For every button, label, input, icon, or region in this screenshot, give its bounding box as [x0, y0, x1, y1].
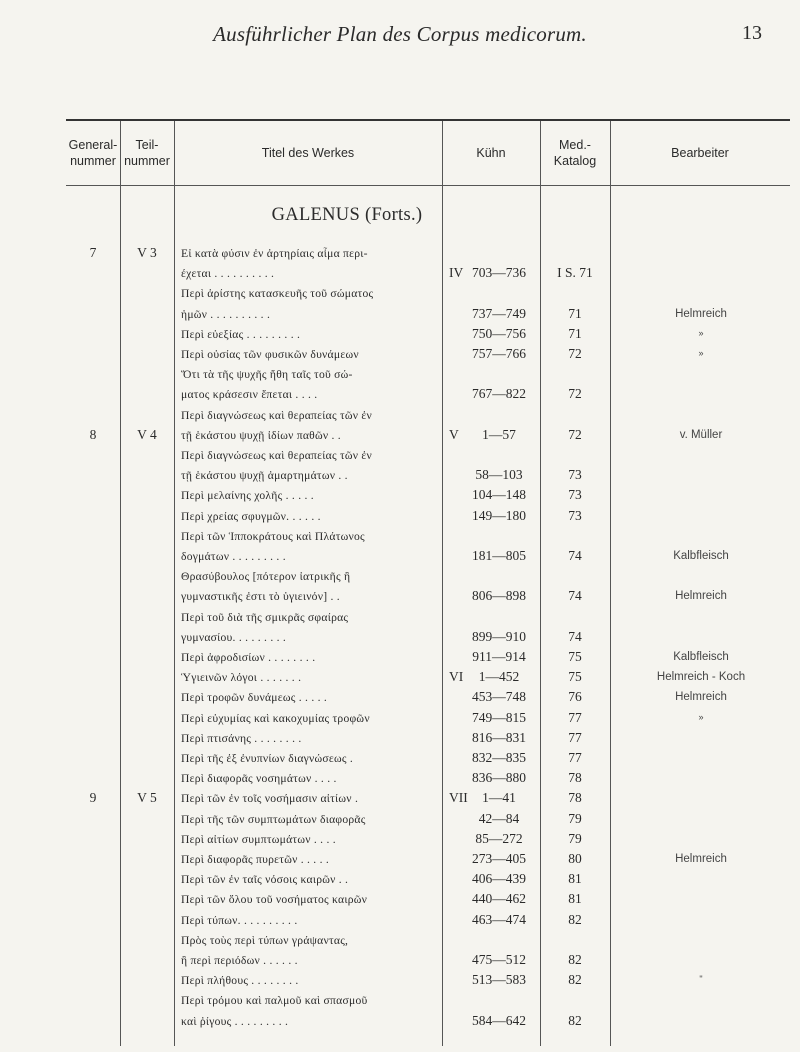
kuehn-range: 749—815	[472, 709, 526, 725]
work-title-line: καὶ ῥίγους . . . . . . . . .	[181, 1014, 289, 1028]
bearbeiter-name: »	[698, 348, 704, 358]
kuehn-range: 899—910	[472, 628, 526, 644]
work-title-line: Περὶ εὐεξίας . . . . . . . . .	[181, 327, 301, 341]
page-number: 13	[742, 22, 762, 44]
work-title-line: Περὶ τροφῶν δυνάμεως . . . . .	[181, 691, 328, 705]
col-kuehn-label: Kühn	[476, 146, 506, 160]
work-title-line: γυμνασίου. . . . . . . . .	[181, 630, 287, 644]
column-divider	[174, 121, 175, 1046]
katalog-number: 78	[568, 770, 582, 786]
work-title-line: Περὶ τρόμου καὶ παλμοῦ καὶ σπασμοῦ	[181, 994, 368, 1008]
kuehn-range: 440—462	[472, 891, 526, 907]
kuehn-volume: IV	[449, 265, 464, 281]
work-title-line: Ὅτι τὰ τῆς ψυχῆς ἤθη ταῖς τοῦ σώ-	[181, 368, 353, 382]
kuehn-range: 1—57	[482, 426, 516, 442]
teil-number: V 4	[137, 426, 157, 442]
work-title-line: Περὶ τοῦ διὰ τῆς σμικρᾶς σφαίρας	[181, 610, 349, 624]
bearbeiter-name: Helmreich - Koch	[656, 671, 746, 684]
header-divider	[66, 185, 790, 186]
works-table	[66, 121, 790, 1046]
work-title-line: τῇ ἑκάστου ψυχῇ ἁμαρτημάτων . .	[181, 469, 348, 483]
katalog-number: 72	[568, 346, 582, 361]
katalog-number: 73	[568, 487, 582, 503]
work-title-line: Περὶ τῶν Ἱπποκράτους καὶ Πλάτωνος	[181, 529, 365, 543]
col-bearbeiter-label: Bearbeiter	[671, 146, 729, 160]
kuehn-range: 149—180	[472, 507, 526, 523]
bearbeiter-name: Kalbfleisch	[673, 550, 729, 562]
kuehn-range: 463—474	[472, 911, 526, 927]
katalog-number: 77	[568, 750, 582, 765]
katalog-number: 78	[568, 790, 582, 806]
work-title-line: Περὶ διαγνώσεως καὶ θεραπείας τῶν ἐν	[181, 408, 372, 422]
katalog-number: 72	[568, 426, 582, 442]
kuehn-range: 406—439	[472, 871, 526, 887]
kuehn-volume: VI	[449, 669, 464, 685]
work-title-line: έχεται . . . . . . . . . .	[181, 267, 275, 281]
col-teil-line2: nummer	[124, 154, 170, 168]
kuehn-range: 816—831	[472, 729, 526, 745]
kuehn-range: 911—914	[472, 649, 526, 664]
katalog-number: 82	[568, 911, 582, 927]
bearbeiter-name: Helmreich	[675, 307, 727, 320]
general-number: 8	[89, 426, 97, 442]
running-head	[0, 22, 800, 50]
kuehn-range: 42—84	[478, 810, 520, 826]
running-title: Ausführlicher Plan des Corpus medicorum.	[213, 22, 587, 46]
katalog-number: 82	[568, 952, 582, 967]
kuehn-range: 750—756	[472, 325, 526, 341]
katalog-number: 75	[568, 649, 582, 664]
work-title-line: τῇ ἑκάστου ψυχῇ ἰδίων παθῶν . .	[181, 428, 341, 442]
work-title-line: Περὶ διαγνώσεως καὶ θεραπείας τῶν ἐν	[181, 449, 372, 462]
col-teil-line1: Teil-	[135, 138, 159, 152]
katalog-number: 73	[568, 507, 582, 523]
katalog-number: 74	[568, 548, 582, 563]
katalog-number: 80	[568, 851, 582, 866]
kuehn-range: 58—103	[475, 467, 523, 483]
kuehn-range: 737—749	[472, 305, 526, 321]
col-katalog-line2: Katalog	[553, 154, 597, 168]
katalog-number: 71	[568, 325, 582, 341]
kuehn-range: 767—822	[472, 386, 526, 402]
work-title-line: Περὶ τύπων. . . . . . . . . .	[181, 913, 298, 927]
col-titel-label: Titel des Werkes	[261, 146, 355, 160]
katalog-number: 81	[568, 891, 582, 907]
work-title-line: γυμναστικῆς ἐστι τὸ ὑγιεινόν] . .	[181, 590, 340, 604]
work-title-line: Περὶ εὐχυμίας καὶ κακοχυμίας τροφῶν	[181, 711, 370, 725]
column-divider	[442, 121, 443, 1046]
teil-number: V 3	[137, 245, 157, 260]
work-title-line: Περὶ τῶν ἐν ταῖς νόσοις καιρῶν . .	[181, 873, 349, 887]
work-title-line: Περὶ αἰτίων συμπτωμάτων . . . .	[181, 832, 336, 846]
col-katalog-line1: Med.-	[559, 138, 591, 152]
work-title-line: Περὶ πλήθους . . . . . . . .	[181, 974, 299, 988]
katalog-number: 81	[568, 871, 582, 887]
katalog-number: 82	[568, 972, 582, 988]
katalog-number: 75	[568, 669, 582, 685]
bearbeiter-name: Helmreich	[675, 691, 727, 704]
work-title-line: Περὶ χρείας σφυγμῶν. . . . . .	[181, 509, 321, 523]
work-title-line: Περὶ μελαίνης χολῆς . . . . .	[181, 489, 314, 503]
bearbeiter-name: »	[698, 711, 704, 722]
kuehn-range: 757—766	[472, 346, 526, 361]
work-title-line: Πρὸς τοὺς περὶ τύπων γράψαντας,	[181, 933, 349, 947]
kuehn-range: 703—736	[472, 265, 526, 281]
katalog-number: 76	[568, 689, 582, 705]
katalog-number: 73	[568, 467, 582, 483]
work-title-line: Περὶ διαφορᾶς πυρετῶν . . . . .	[181, 853, 330, 866]
col-general-number	[66, 127, 120, 179]
katalog-number: 74	[568, 588, 582, 604]
bearbeiter-name: Helmreich	[675, 590, 727, 603]
col-titel	[174, 127, 442, 179]
work-title-line: Ὑγιεινῶν λόγοι . . . . . . .	[181, 671, 302, 685]
kuehn-range: 806—898	[472, 588, 526, 604]
column-divider	[610, 121, 611, 1046]
work-title-line: Περὶ τῆς ἐξ ἐνυπνίων διαγνώσεως .	[181, 752, 354, 765]
work-title-line: ἡμῶν . . . . . . . . . .	[181, 307, 271, 321]
col-katalog	[540, 127, 610, 179]
bearbeiter-name: "	[699, 974, 703, 985]
work-title-line: Περὶ πτισάνης . . . . . . . .	[181, 731, 302, 745]
kuehn-range: 453—748	[472, 689, 526, 705]
katalog-number: 82	[568, 1012, 582, 1028]
kuehn-range: 475—512	[472, 952, 526, 967]
kuehn-range: 832—835	[472, 750, 526, 765]
work-title-line: Θρασύβουλος [πότερον ἰατρικῆς ἢ	[181, 570, 351, 584]
teil-number: V 5	[137, 790, 157, 806]
work-title-line: Περὶ ἀφροδισίων . . . . . . . .	[181, 651, 316, 664]
kuehn-range: 1—41	[482, 790, 516, 806]
kuehn-range: 181—805	[472, 548, 526, 563]
work-title-line: Περὶ τῶν ἐν τοῖς νοσήμασιν αἰτίων .	[181, 792, 359, 806]
work-title-line: Περὶ τῆς τῶν συμπτωμάτων διαφορᾶς	[181, 812, 366, 826]
col-kuehn	[442, 127, 540, 179]
kuehn-range: 513—583	[472, 972, 526, 988]
work-title-line: Εἰ κατὰ φύσιν ἐν ἀρτηρίαις αἷμα περι-	[181, 247, 368, 260]
general-number: 9	[89, 790, 97, 806]
kuehn-range: 1—452	[478, 669, 520, 685]
col-general-line1: General-	[68, 138, 118, 152]
katalog-number: 77	[568, 729, 582, 745]
katalog-number: 72	[568, 386, 582, 402]
col-bearbeiter	[610, 127, 790, 179]
work-title-line: ἢ περὶ περιόδων . . . . . .	[181, 954, 298, 967]
katalog-number: 71	[568, 305, 582, 321]
kuehn-range: 273—405	[472, 851, 526, 866]
kuehn-range: 584—642	[472, 1012, 526, 1028]
kuehn-range: 104—148	[472, 487, 526, 503]
work-title-line: Περὶ ἀρίστης κατασκευῆς τοῦ σώματος	[181, 287, 374, 301]
work-title-line: ματος κράσεσιν ἕπεται . . . .	[181, 388, 318, 402]
work-title-line: δογμάτων . . . . . . . . .	[181, 550, 286, 563]
section-title: GALENUS (Forts.)	[271, 205, 423, 225]
bearbeiter-name: v. Müller	[679, 428, 723, 441]
work-title-line: Περὶ τῶν ὅλου τοῦ νοσήματος καιρῶν	[181, 893, 368, 907]
katalog-number: 77	[568, 709, 582, 725]
katalog-number: 79	[568, 830, 582, 846]
work-title-line: Περὶ διαφορᾶς νοσημάτων . . . .	[181, 772, 337, 786]
bearbeiter-name: Kalbfleisch	[673, 651, 729, 663]
col-teil-number	[120, 127, 174, 179]
col-general-line2: nummer	[70, 154, 116, 168]
work-title-line: Περὶ οὐσίας τῶν φυσικῶν δυνάμεων	[181, 348, 359, 361]
kuehn-range: 836—880	[472, 770, 526, 786]
bearbeiter-name: »	[698, 327, 704, 338]
kuehn-volume: V	[449, 426, 459, 442]
bearbeiter-name: Helmreich	[675, 853, 727, 865]
general-number: 7	[89, 245, 97, 260]
katalog-number: 79	[568, 810, 582, 826]
katalog-number: 74	[568, 628, 582, 644]
katalog-number: I S. 71	[557, 265, 593, 281]
kuehn-range: 85—272	[475, 830, 523, 846]
kuehn-volume: VII	[449, 790, 468, 806]
